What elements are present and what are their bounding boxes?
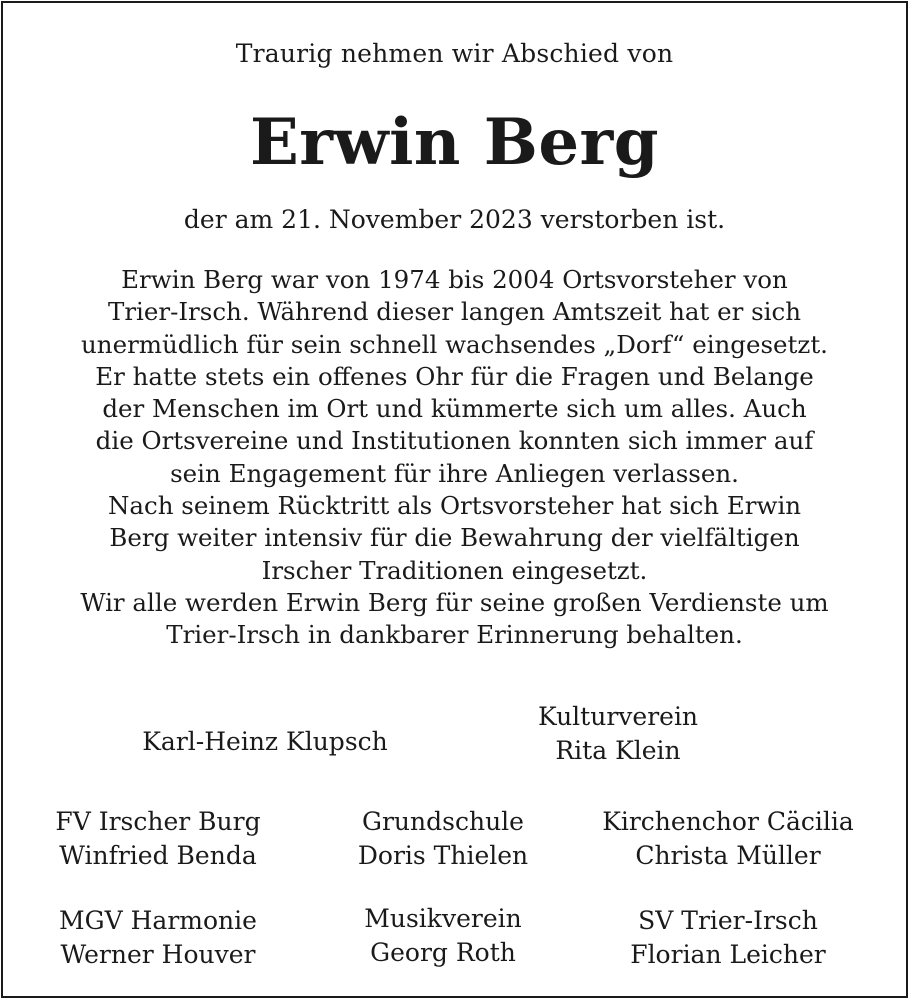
tribute-line: Wir alle werden Erwin Berg für seine großen Verdienste um bbox=[80, 587, 829, 617]
signatory-person: Rita Klein bbox=[555, 736, 681, 765]
tribute-line: die Ortsvereine und Institutionen konnten sich immer auf bbox=[95, 426, 814, 456]
signatory-person: Karl-Heinz Klupsch bbox=[142, 727, 388, 756]
intro-line: Traurig nehmen wir Abschied von bbox=[235, 39, 674, 68]
signatory-person: Werner Houver bbox=[60, 940, 256, 969]
signatory-organization: FV Irscher Burg bbox=[55, 807, 261, 836]
signatory-organization: SV Trier-Irsch bbox=[638, 906, 818, 935]
signatory-organization: Kirchenchor Cäcilia bbox=[602, 807, 854, 836]
tribute-line: Nach seinem Rücktritt als Ortsvorsteher hat sich Erwin bbox=[107, 491, 802, 521]
signatory-person: Georg Roth bbox=[370, 938, 516, 967]
signatory-sv-trier-irsch bbox=[583, 904, 873, 972]
tribute-line: Irscher Traditionen eingesetzt. bbox=[261, 555, 648, 585]
signatory-organization: Musikverein bbox=[364, 904, 522, 933]
signatory-kulturverein bbox=[493, 700, 743, 768]
death-date-line: der am 21. November 2023 verstorben ist. bbox=[183, 205, 726, 234]
signatory-grundschule bbox=[323, 805, 563, 873]
signatory-karl-heinz-klupsch bbox=[125, 725, 405, 759]
tribute-line: der Menschen im Ort und kümmerte sich um alles. Auch bbox=[102, 394, 807, 424]
signatory-fv-irscher-burg bbox=[33, 805, 283, 873]
signatory-person: Florian Leicher bbox=[630, 940, 826, 969]
deceased-name: Erwin Berg bbox=[250, 105, 659, 180]
tribute-line: sein Engagement für ihre Anliegen verlassen. bbox=[170, 458, 739, 488]
signatory-mgv-harmonie bbox=[33, 904, 283, 972]
tribute-text bbox=[3, 264, 906, 652]
signatory-person: Christa Müller bbox=[635, 841, 821, 870]
signatory-organization: Grundschule bbox=[362, 807, 524, 836]
signatory-organization: Kulturverein bbox=[537, 702, 699, 731]
signatory-kirchenchor-caecilia bbox=[583, 805, 873, 873]
signatory-musikverein bbox=[323, 902, 563, 970]
signatory-person: Winfried Benda bbox=[59, 841, 257, 870]
obituary-notice bbox=[1, 1, 908, 998]
tribute-line: Er hatte stets ein offenes Ohr für die Fragen und Belange bbox=[95, 361, 814, 391]
tribute-line: unermüdlich für sein schnell wachsendes „Dorf“ eingesetzt. bbox=[81, 329, 828, 359]
tribute-line: Trier-Irsch. Während dieser langen Amtszeit hat er sich bbox=[107, 297, 802, 327]
signatory-organization: MGV Harmonie bbox=[59, 906, 257, 935]
tribute-line: Erwin Berg war von 1974 bis 2004 Ortsvorsteher von bbox=[121, 265, 788, 294]
tribute-line: Berg weiter intensiv für die Bewahrung der vielfältigen bbox=[109, 523, 800, 553]
tribute-line: Trier-Irsch in dankbarer Erinnerung behalten. bbox=[166, 620, 743, 650]
signatory-person: Doris Thielen bbox=[357, 841, 529, 870]
